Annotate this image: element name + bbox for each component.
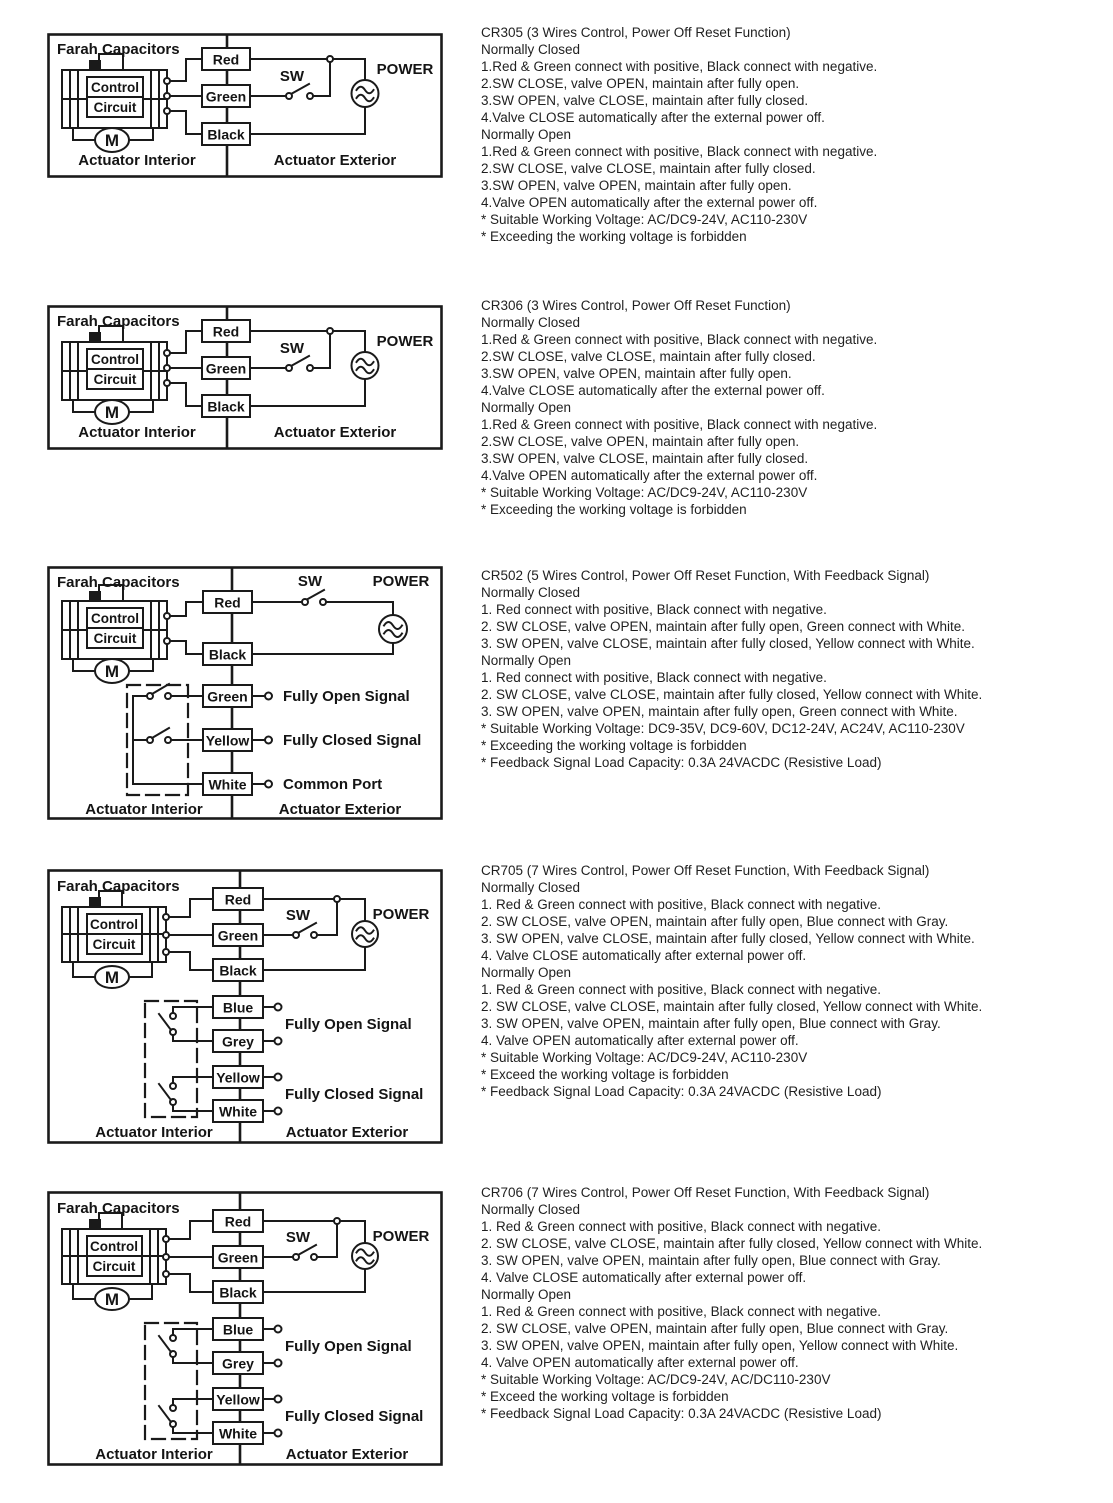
circuit-label: Circuit — [93, 631, 137, 646]
ac-power-source-icon — [379, 615, 407, 643]
circuit-label: Circuit — [92, 937, 136, 952]
farah-capacitors-label: Farah Capacitors — [57, 41, 180, 58]
description-line: * Suitable Working Voltage: AC/DC9-24V, AC110-230V — [481, 485, 808, 500]
description-line: 1.Red & Green connect with positive, Black connect with negative. — [481, 144, 878, 159]
actuator-interior-label: Actuator Interior — [78, 424, 196, 441]
capacitor-icon — [89, 60, 101, 70]
cr705-description — [481, 862, 982, 1100]
red-wire-label: Red — [224, 1213, 252, 1230]
description-line: * Feedback Signal Load Capacity: 0.3A 24VACDC (Resistive Load) — [481, 1406, 882, 1421]
description-line: 4.Valve OPEN automatically after the external power off. — [481, 468, 818, 483]
description-line: * Exceeding the working voltage is forbidden — [481, 229, 747, 244]
description-line: 2. SW CLOSE, valve OPEN, maintain after fully open, Blue connect with Gray. — [481, 1321, 949, 1336]
description-line: 2.SW CLOSE, valve OPEN, maintain after fully open. — [481, 76, 800, 91]
motor-label: M — [104, 403, 120, 422]
fully-open-signal-label: Fully Open Signal — [285, 1338, 412, 1355]
description-line: Normally Open — [481, 127, 572, 142]
description-line: Normally Open — [481, 400, 572, 415]
black-wire-label: Black — [219, 962, 257, 979]
fully-open-signal-label: Fully Open Signal — [283, 688, 410, 705]
description-line: 3. SW OPEN, valve OPEN, maintain after fully open, Blue connect with Gray. — [481, 1016, 941, 1031]
ac-power-source-icon — [352, 1243, 378, 1269]
actuator-interior-label: Actuator Interior — [95, 1446, 213, 1463]
description-line: 3.SW OPEN, valve CLOSE, maintain after fully closed. — [481, 451, 809, 466]
description-line: 3.SW OPEN, valve OPEN, maintain after fully open. — [481, 178, 792, 193]
description-line: 2. SW CLOSE, valve CLOSE, maintain after fully closed, Yellow connect with White. — [481, 999, 983, 1014]
model-title: CR706 (7 Wires Control, Power Off Reset Function, With Feedback Signal) — [481, 1185, 930, 1200]
description-lines — [481, 314, 877, 518]
blue-wire-label: Blue — [222, 999, 254, 1016]
description-line: 1.Red & Green connect with positive, Black connect with negative. — [481, 417, 878, 432]
green-wire-label: Green — [207, 688, 248, 705]
sw-label: SW — [279, 340, 305, 357]
description-line: * Exceed the working voltage is forbidden — [481, 1067, 729, 1082]
black-wire-label: Black — [207, 126, 245, 143]
cr706-wiring-diagram — [47, 1191, 443, 1466]
actuator-exterior-label: Actuator Exterior — [278, 801, 402, 818]
description-line: * Exceeding the working voltage is forbidden — [481, 502, 747, 517]
description-line: Normally Open — [481, 1287, 572, 1302]
description-line: 3. SW OPEN, valve OPEN, maintain after fully open, Blue connect with Gray. — [481, 1253, 941, 1268]
actuator-exterior-label: Actuator Exterior — [285, 1124, 409, 1141]
description-line: 3. SW OPEN, valve CLOSE, maintain after fully closed, Yellow connect with White. — [481, 636, 975, 651]
white-wire-label: White — [218, 1103, 258, 1120]
description-line: 4.Valve CLOSE automatically after the external power off. — [481, 383, 825, 398]
description-line: 2.SW CLOSE, valve CLOSE, maintain after fully closed. — [481, 161, 816, 176]
description-line: 1. Red & Green connect with positive, Black connect with negative. — [481, 897, 881, 912]
blue-wire-label: Blue — [222, 1321, 254, 1338]
motor-label: M — [104, 1290, 120, 1309]
white-wire-label: White — [208, 776, 247, 793]
black-wire-label: Black — [207, 398, 245, 415]
control-label: Control — [91, 611, 139, 626]
power-label: POWER — [372, 906, 430, 923]
sw-label: SW — [285, 1229, 311, 1246]
description-line: 2.SW CLOSE, valve OPEN, maintain after fully open. — [481, 434, 800, 449]
yellow-wire-label: Yellow — [216, 1069, 260, 1086]
power-label: POWER — [376, 61, 434, 78]
yellow-wire-label: Yellow — [216, 1391, 260, 1408]
control-label: Control — [91, 80, 139, 95]
capacitor-icon — [89, 591, 101, 601]
description-line: 4. Valve CLOSE automatically after external power off. — [481, 1270, 807, 1285]
cr706-description — [481, 1184, 982, 1422]
description-line: 4. Valve OPEN automatically after external power off. — [481, 1033, 799, 1048]
red-wire-label: Red — [224, 891, 252, 908]
control-label: Control — [91, 352, 139, 367]
description-lines — [481, 879, 982, 1100]
description-line: 2. SW CLOSE, valve OPEN, maintain after fully open, Green connect with White. — [481, 619, 965, 634]
switch-lever-icon — [291, 84, 309, 94]
grey-wire-label: Grey — [222, 1033, 254, 1050]
actuator-interior-label: Actuator Interior — [95, 1124, 213, 1141]
model-title: CR705 (7 Wires Control, Power Off Reset Function, With Feedback Signal) — [481, 863, 930, 878]
description-line: 3.SW OPEN, valve CLOSE, maintain after fully closed. — [481, 93, 809, 108]
description-line: 2. SW CLOSE, valve OPEN, maintain after fully open, Blue connect with Gray. — [481, 914, 949, 929]
model-title: CR502 (5 Wires Control, Power Off Reset Function, With Feedback Signal) — [481, 568, 930, 583]
capacitor-icon — [89, 897, 101, 907]
power-label: POWER — [376, 333, 434, 350]
description-line: Normally Closed — [481, 585, 581, 600]
description-line: Normally Open — [481, 653, 572, 668]
description-line: * Feedback Signal Load Capacity: 0.3A 24VACDC (Resistive Load) — [481, 1084, 882, 1099]
actuator-interior-label: Actuator Interior — [85, 801, 203, 818]
description-line: 2.SW CLOSE, valve CLOSE, maintain after fully closed. — [481, 349, 816, 364]
power-label: POWER — [372, 573, 430, 590]
sw-label: SW — [297, 573, 323, 590]
description-line: Normally Closed — [481, 42, 581, 57]
description-line: 1. Red & Green connect with positive, Black connect with negative. — [481, 1219, 881, 1234]
description-line: 3. SW OPEN, valve OPEN, maintain after fully open, Green connect with White. — [481, 704, 958, 719]
motor-label: M — [104, 131, 120, 150]
sw-label: SW — [279, 68, 305, 85]
description-line: 4.Valve CLOSE automatically after the external power off. — [481, 110, 825, 125]
cr502-description — [481, 567, 982, 771]
white-wire-label: White — [218, 1425, 258, 1442]
cr305-description — [481, 24, 877, 245]
circuit-label: Circuit — [92, 1259, 136, 1274]
control-label: Control — [90, 917, 138, 932]
capacitor-icon — [89, 332, 101, 342]
description-lines — [481, 41, 877, 245]
fully-closed-signal-label: Fully Closed Signal — [283, 732, 422, 749]
description-line: * Suitable Working Voltage: AC/DC9-24V, AC/DC110-230V — [481, 1372, 831, 1387]
red-wire-label: Red — [212, 51, 240, 68]
ac-power-source-icon — [352, 352, 379, 379]
cr306-description — [481, 297, 877, 518]
actuator-exterior-label: Actuator Exterior — [285, 1446, 409, 1463]
yellow-wire-label: Yellow — [205, 732, 250, 749]
description-line: 3.SW OPEN, valve OPEN, maintain after fully open. — [481, 366, 792, 381]
description-line: 3. SW OPEN, valve OPEN, maintain after fully open, Yellow connect with White. — [481, 1338, 959, 1353]
description-line: Normally Closed — [481, 315, 581, 330]
description-line: 2. SW CLOSE, valve CLOSE, maintain after fully closed, Yellow connect with White. — [481, 687, 983, 702]
description-lines — [481, 584, 982, 771]
description-lines — [481, 1201, 982, 1422]
model-title: CR306 (3 Wires Control, Power Off Reset Function) — [481, 298, 791, 313]
black-wire-label: Black — [208, 646, 247, 663]
actuator-interior-label: Actuator Interior — [78, 152, 196, 169]
description-line: * Suitable Working Voltage: DC9-35V, DC9-60V, DC12-24V, AC24V, AC110-230V — [481, 721, 965, 736]
cr305-wiring-diagram — [47, 33, 443, 178]
description-line: 1. Red connect with positive, Black connect with negative. — [481, 670, 827, 685]
description-line: 4.Valve OPEN automatically after the external power off. — [481, 195, 818, 210]
grey-wire-label: Grey — [222, 1355, 254, 1372]
actuator-exterior-label: Actuator Exterior — [273, 152, 397, 169]
description-line: 1. Red & Green connect with positive, Black connect with negative. — [481, 982, 881, 997]
green-wire-label: Green — [205, 360, 247, 377]
farah-capacitors-label: Farah Capacitors — [57, 574, 180, 591]
circuit-label: Circuit — [93, 100, 137, 115]
description-line: 1. Red & Green connect with positive, Black connect with negative. — [481, 1304, 881, 1319]
description-line: Normally Closed — [481, 880, 581, 895]
actuator-exterior-label: Actuator Exterior — [273, 424, 397, 441]
fully-open-signal-label: Fully Open Signal — [285, 1016, 412, 1033]
model-title: CR305 (3 Wires Control, Power Off Reset Function) — [481, 25, 791, 40]
motor-label: M — [104, 968, 120, 987]
description-line: 4. Valve CLOSE automatically after external power off. — [481, 948, 807, 963]
red-wire-label: Red — [212, 323, 240, 340]
description-line: 1.Red & Green connect with positive, Black connect with negative. — [481, 59, 878, 74]
cr502-wiring-diagram — [47, 566, 443, 820]
description-line: 1.Red & Green connect with positive, Black connect with negative. — [481, 332, 878, 347]
cr306-wiring-diagram — [47, 305, 443, 450]
farah-capacitors-label: Farah Capacitors — [57, 878, 180, 895]
capacitor-icon — [89, 1219, 101, 1229]
green-wire-label: Green — [205, 88, 247, 105]
description-line: 3. SW OPEN, valve CLOSE, maintain after fully closed, Yellow connect with White. — [481, 931, 975, 946]
farah-capacitors-label: Farah Capacitors — [57, 1200, 180, 1217]
motor-label: M — [104, 662, 120, 681]
description-line: 1. Red connect with positive, Black connect with negative. — [481, 602, 827, 617]
description-line: * Suitable Working Voltage: AC/DC9-24V, AC110-230V — [481, 212, 808, 227]
description-line: 4. Valve OPEN automatically after external power off. — [481, 1355, 799, 1370]
green-wire-label: Green — [217, 927, 259, 944]
cr705-wiring-diagram — [47, 869, 443, 1144]
description-line: 2. SW CLOSE, valve CLOSE, maintain after fully closed, Yellow connect with White. — [481, 1236, 983, 1251]
switch-lever-icon — [291, 356, 309, 366]
description-line: * Suitable Working Voltage: AC/DC9-24V, AC110-230V — [481, 1050, 808, 1065]
description-line: Normally Open — [481, 965, 572, 980]
red-wire-label: Red — [214, 594, 241, 611]
green-wire-label: Green — [217, 1249, 259, 1266]
fully-closed-signal-label: Fully Closed Signal — [285, 1086, 424, 1103]
ac-power-source-icon — [352, 80, 379, 107]
description-line: * Exceeding the working voltage is forbidden — [481, 738, 747, 753]
sw-label: SW — [285, 907, 311, 924]
common-port-label: Common Port — [283, 776, 383, 793]
description-line: * Feedback Signal Load Capacity: 0.3A 24VACDC (Resistive Load) — [481, 755, 882, 770]
description-line: * Exceed the working voltage is forbidden — [481, 1389, 729, 1404]
power-label: POWER — [372, 1228, 430, 1245]
description-line: Normally Closed — [481, 1202, 581, 1217]
control-label: Control — [90, 1239, 138, 1254]
circuit-label: Circuit — [93, 372, 137, 387]
black-wire-label: Black — [219, 1284, 257, 1301]
farah-capacitors-label: Farah Capacitors — [57, 313, 180, 330]
fully-closed-signal-label: Fully Closed Signal — [285, 1408, 424, 1425]
ac-power-source-icon — [352, 921, 378, 947]
